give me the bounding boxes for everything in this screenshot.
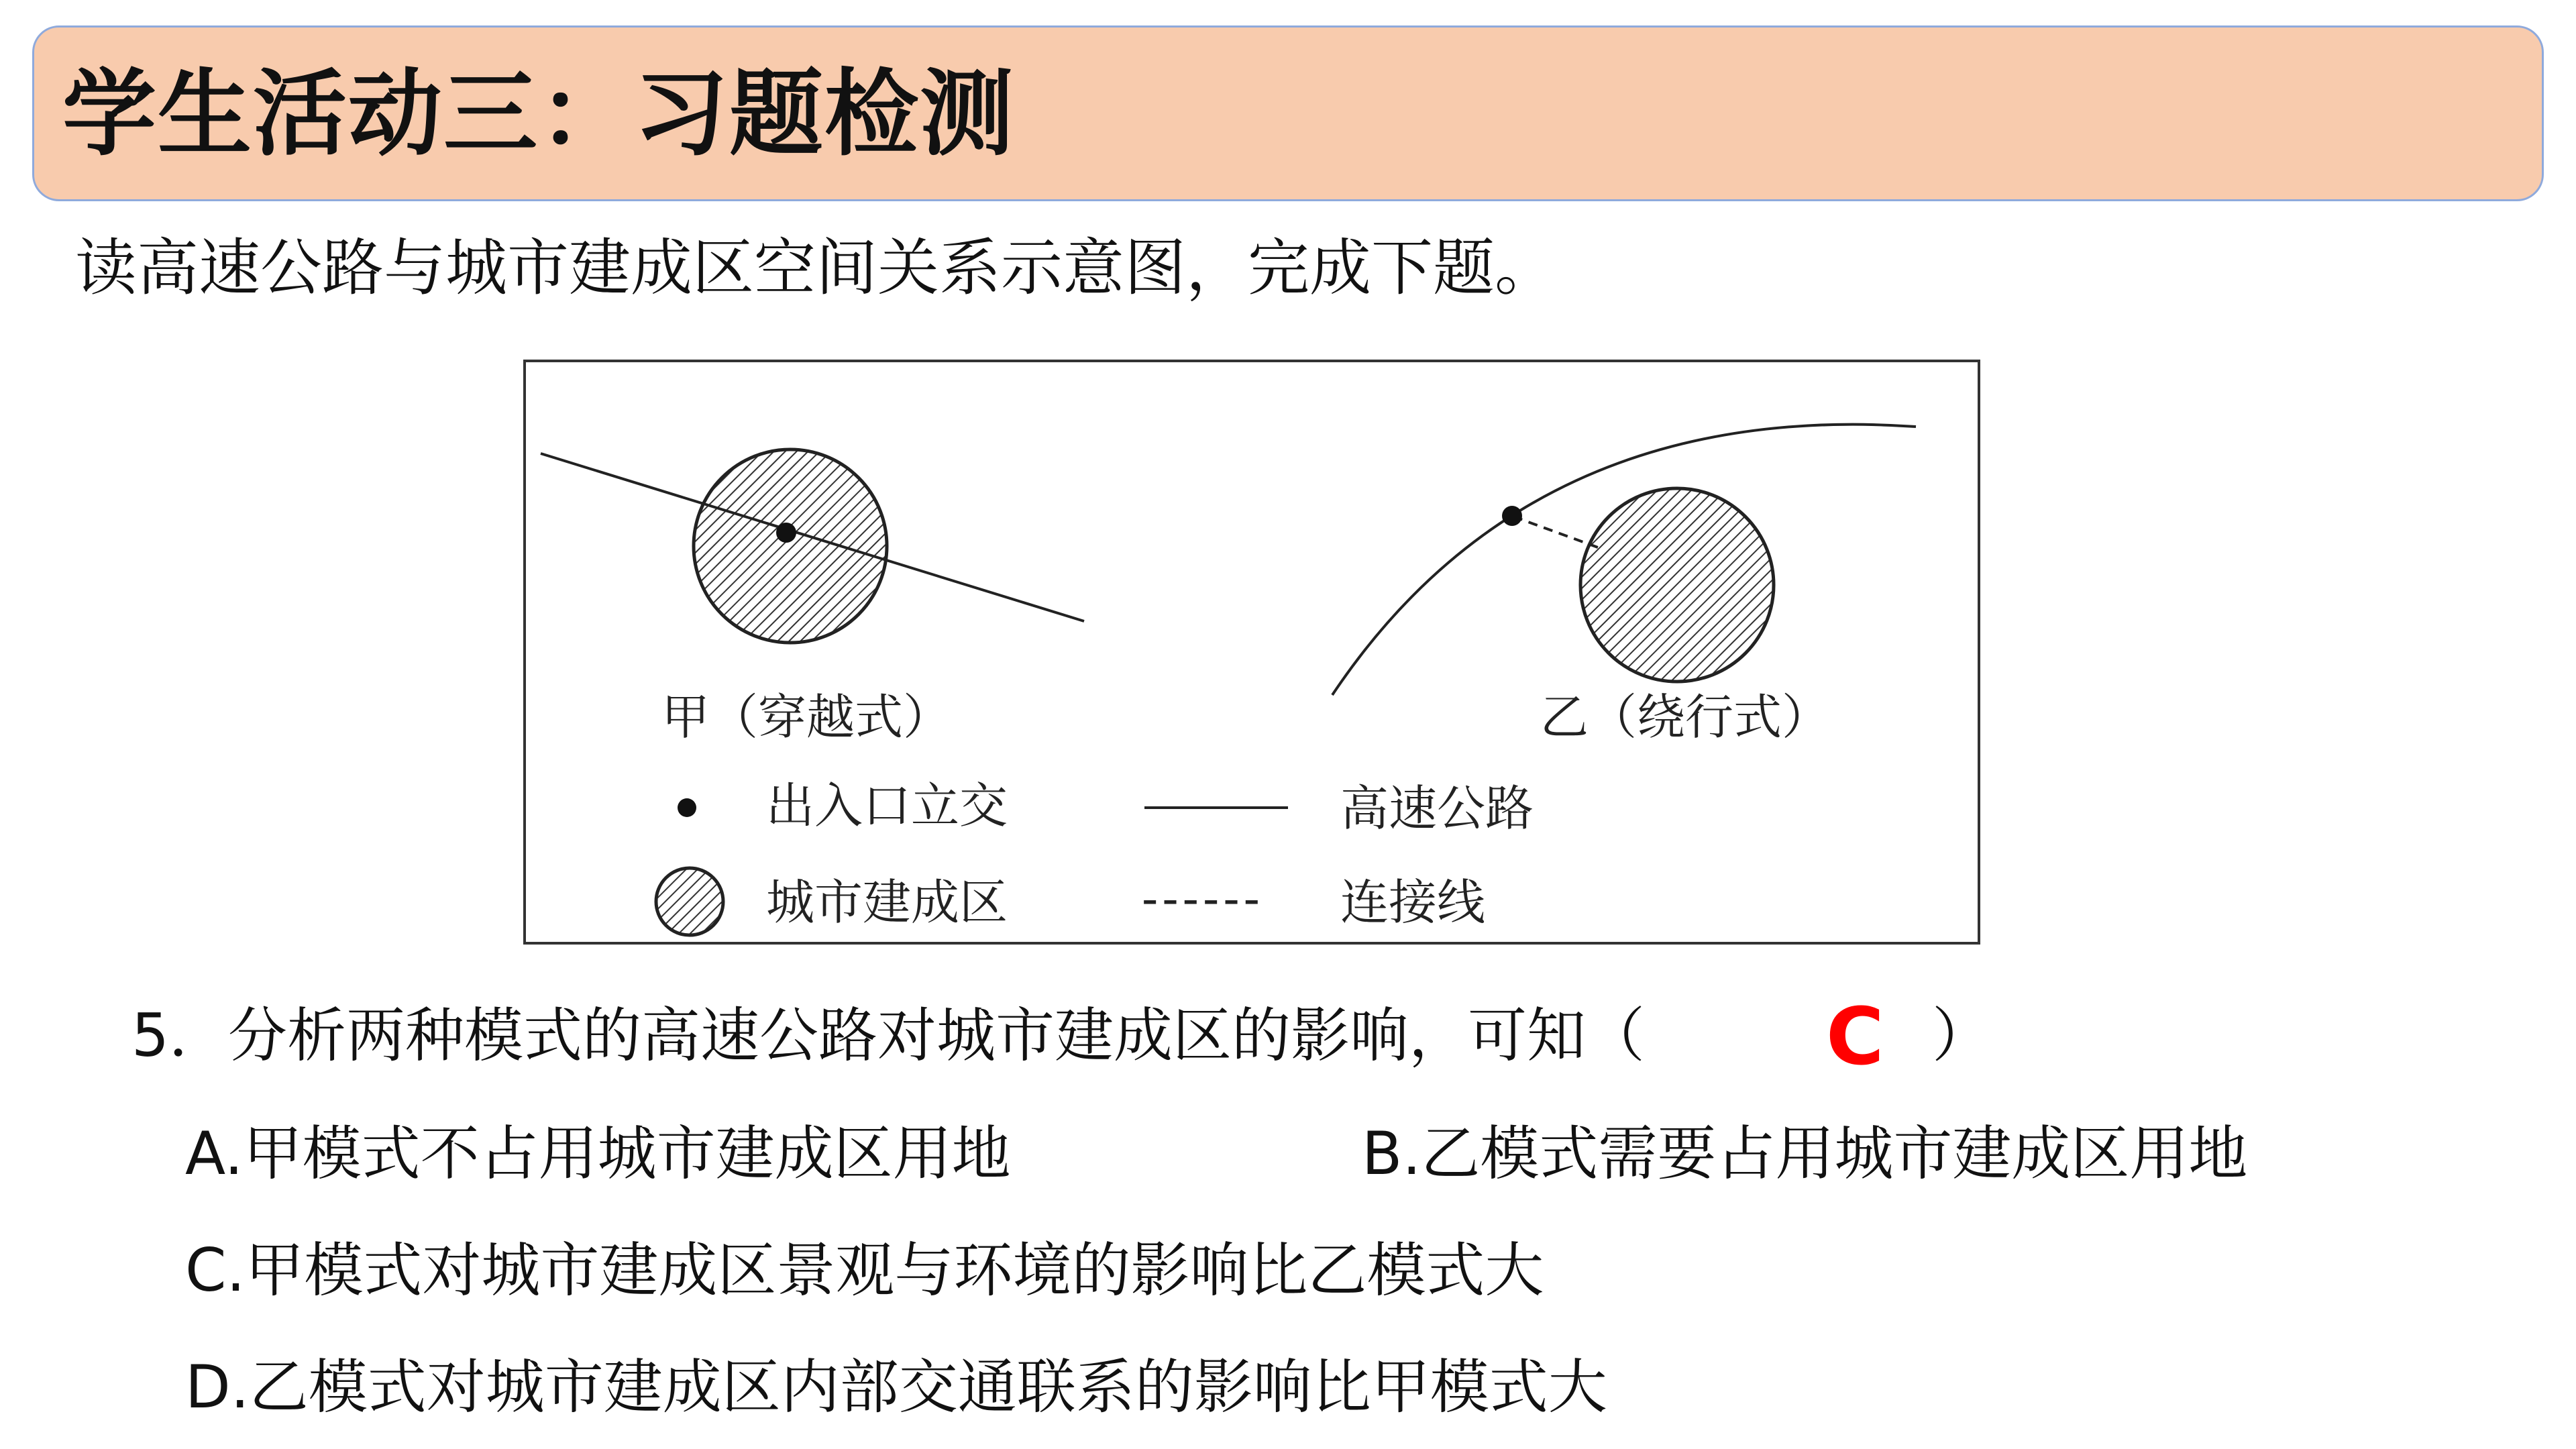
- legend-interchange-icon: [678, 798, 696, 817]
- label-yi: 乙（绕行式）: [1540, 689, 1831, 745]
- question-close-paren: ）: [1932, 1001, 1992, 1070]
- legend-connector-label: 连接线: [1340, 874, 1486, 930]
- diagram-figure: [523, 360, 1980, 945]
- option-c[interactable]: C.甲模式对城市建成区景观与环境的影响比乙模式大: [185, 1236, 1544, 1305]
- option-d[interactable]: D.乙模式对城市建成区内部交通联系的影响比甲模式大: [185, 1352, 1607, 1421]
- intro-text: 读高速公路与城市建成区空间关系示意图，完成下题。: [75, 232, 1557, 304]
- option-b[interactable]: B.乙模式需要占用城市建成区用地: [1362, 1119, 2248, 1188]
- diagram-frame: [525, 361, 1979, 943]
- legend-urban-area-label: 城市建成区: [766, 874, 1008, 930]
- page-title: 学生活动三：习题检测: [62, 60, 1016, 169]
- urban-area-jia: [694, 449, 887, 643]
- urban-area-yi: [1580, 488, 1774, 682]
- legend-highway-label: 高速公路: [1340, 780, 1534, 837]
- diagram-svg: [523, 360, 1980, 945]
- legend-interchange-label: 出入口立交: [766, 777, 1008, 834]
- interchange-yi: [1502, 506, 1522, 526]
- title-bar: [32, 25, 2544, 201]
- legend-urban-area-icon: [656, 868, 723, 935]
- question-stem: 5．分析两种模式的高速公路对城市建成区的影响，可知（: [131, 1001, 1645, 1070]
- option-a[interactable]: A.甲模式不占用城市建成区用地: [185, 1119, 1011, 1188]
- interchange-jia: [776, 523, 796, 543]
- legend-connector-sample: ------: [1142, 870, 1264, 926]
- answer-mark: C: [1826, 990, 1884, 1083]
- label-jia: 甲（穿越式）: [661, 689, 952, 745]
